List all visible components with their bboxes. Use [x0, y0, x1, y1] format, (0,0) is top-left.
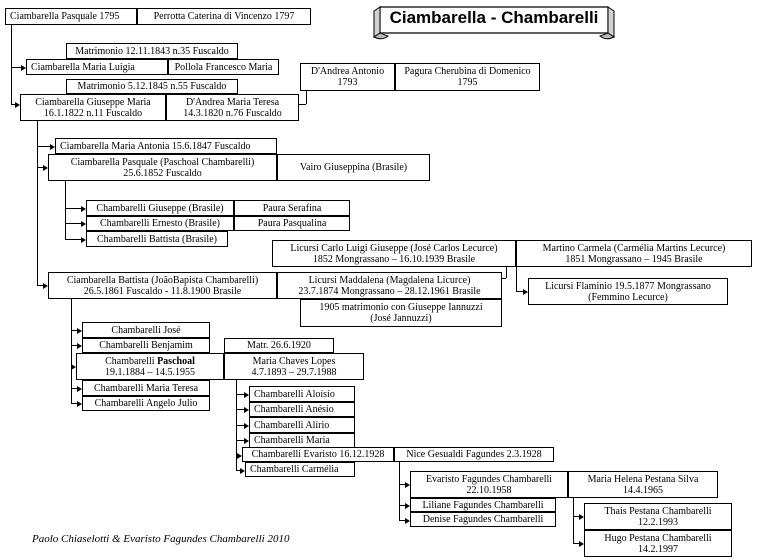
title-banner [370, 3, 618, 43]
person-box: Nice Gesualdi Fagundes 2.3.1928 [394, 447, 554, 462]
person-box: Maria Helena Pestana Silva 14.4.1965 [568, 471, 718, 498]
person-box: Martino Carmela (Carmélia Martins Lecurce) 1851 Mongrassano – 1945 Brasile [516, 240, 752, 267]
person-box: Ciambarella Giuseppe Maria 16.1.1822 n.11 Fuscaldo [20, 94, 166, 121]
connector-line [65, 181, 66, 239]
person-box: Chambarelli Benjamim [82, 338, 210, 353]
person-box: Chambarelli Paschoal 19.1.1884 – 14.5.1955 [76, 353, 224, 380]
connector-line [65, 239, 82, 240]
connector-line [299, 104, 306, 105]
person-box: Pagura Cherubina di Domenico 1795 [395, 63, 540, 91]
marriage-box: Matrimonio 12.11.1843 n.35 Fuscaldo [66, 43, 238, 59]
marriage-box: 1905 matrimonio con Giuseppe Iannuzzi (José Jannuzzi) [300, 299, 502, 327]
person-box: Chambarelli José [82, 322, 210, 338]
person-box: Licursi Maddalena (Magdalena Licurce) 23.7.1874 Mongrassano – 28.12.1961 Brasile [277, 272, 502, 299]
person-box: Ciambarella Pasquale (Paschoal Chambarelli) 25.6.1852 Fuscaldo [48, 154, 277, 181]
person-box: Ciambarella Battista (JoãoBapista Chambarelli) 26.5.1861 Fuscaldo - 11.8.1900 Brasile [48, 272, 277, 299]
connector-line [65, 223, 82, 224]
person-box: Maria Chaves Lopes 4.7.1893 – 29.7.1988 [224, 353, 364, 380]
page-title: Ciambarella - Chambarelli [389, 8, 599, 27]
person-box: D'Andrea Antonio 1793 [300, 63, 395, 91]
connector-line [516, 267, 517, 291]
person-box: Liliane Fagundes Chambarelli [410, 498, 556, 512]
person-box: Thais Pestana Chambarelli 12.2.1993 [584, 503, 732, 530]
person-box: D'Andrea Maria Teresa 14.3.1820 n.76 Fuscaldo [166, 94, 299, 121]
person-box: Hugo Pestana Chambarelli 14.2.1997 [584, 530, 732, 557]
marriage-box: Matrimonio 5.12.1845 n.55 Fuscaldo [66, 79, 238, 94]
connector-line [502, 278, 506, 279]
connector-line [65, 208, 82, 209]
person-box: Ciambarella Maria Luigia [26, 59, 168, 75]
person-box: Chambarelli Anésio [249, 402, 355, 417]
person-box: Paura Pasqualina [234, 216, 350, 231]
person-box: Paura Serafina [234, 200, 350, 216]
person-box: Chambarelli Evaristo 16.12.1928 [242, 447, 394, 462]
person-box: Ciambarella Maria Antonia 15.6.1847 Fuscaldo [55, 138, 277, 154]
connector-line [11, 25, 12, 104]
person-box: Evaristo Fagundes Chambarelli 22.10.1958 [410, 471, 568, 498]
person-box: Chambarelli Giuseppe (Brasile) [86, 200, 234, 216]
person-box: Perrotta Caterina di Vincenzo 1797 [137, 8, 311, 25]
person-box: Denise Fagundes Chambarelli [410, 512, 556, 527]
marriage-box: Matr. 26.6.1920 [224, 338, 334, 353]
connector-line [399, 462, 400, 520]
person-box: Chambarelli Alírio [249, 417, 355, 433]
person-box: Chambarelli Maria Teresa [82, 380, 210, 396]
person-box: Chambarelli Carmélia [245, 462, 355, 477]
person-box: Ciambarella Pasquale 1795 [5, 8, 137, 25]
credit-text: Paolo Chiaselotti & Evaristo Fagundes Chambarelli 2010 [32, 533, 290, 545]
person-box: Licursi Flaminio 19.5.1877 Mongrassano (Femmino Lecurce) [528, 278, 728, 305]
person-box: Chambarelli Battista (Brasile) [86, 231, 228, 247]
connector-line [37, 146, 51, 147]
connector-line [506, 267, 507, 278]
person-box: Pollola Francesco Maria [168, 59, 279, 75]
connector-line [573, 498, 574, 543]
person-box: Vairo Giuseppina (Brasile) [277, 154, 430, 181]
person-box: Licursi Carlo Luigi Giuseppe (José Carlos Lecurce) 1852 Mongrassano – 16.10.1939 Brasile [272, 240, 516, 267]
person-box: Chambarelli Maria [249, 433, 355, 448]
person-box: Chambarelli Aloísio [249, 386, 355, 402]
person-box: Chambarelli Ernesto (Brasile) [86, 216, 234, 231]
connector-line [306, 91, 307, 104]
person-box: Chambarelli Angelo Julio [82, 396, 210, 411]
